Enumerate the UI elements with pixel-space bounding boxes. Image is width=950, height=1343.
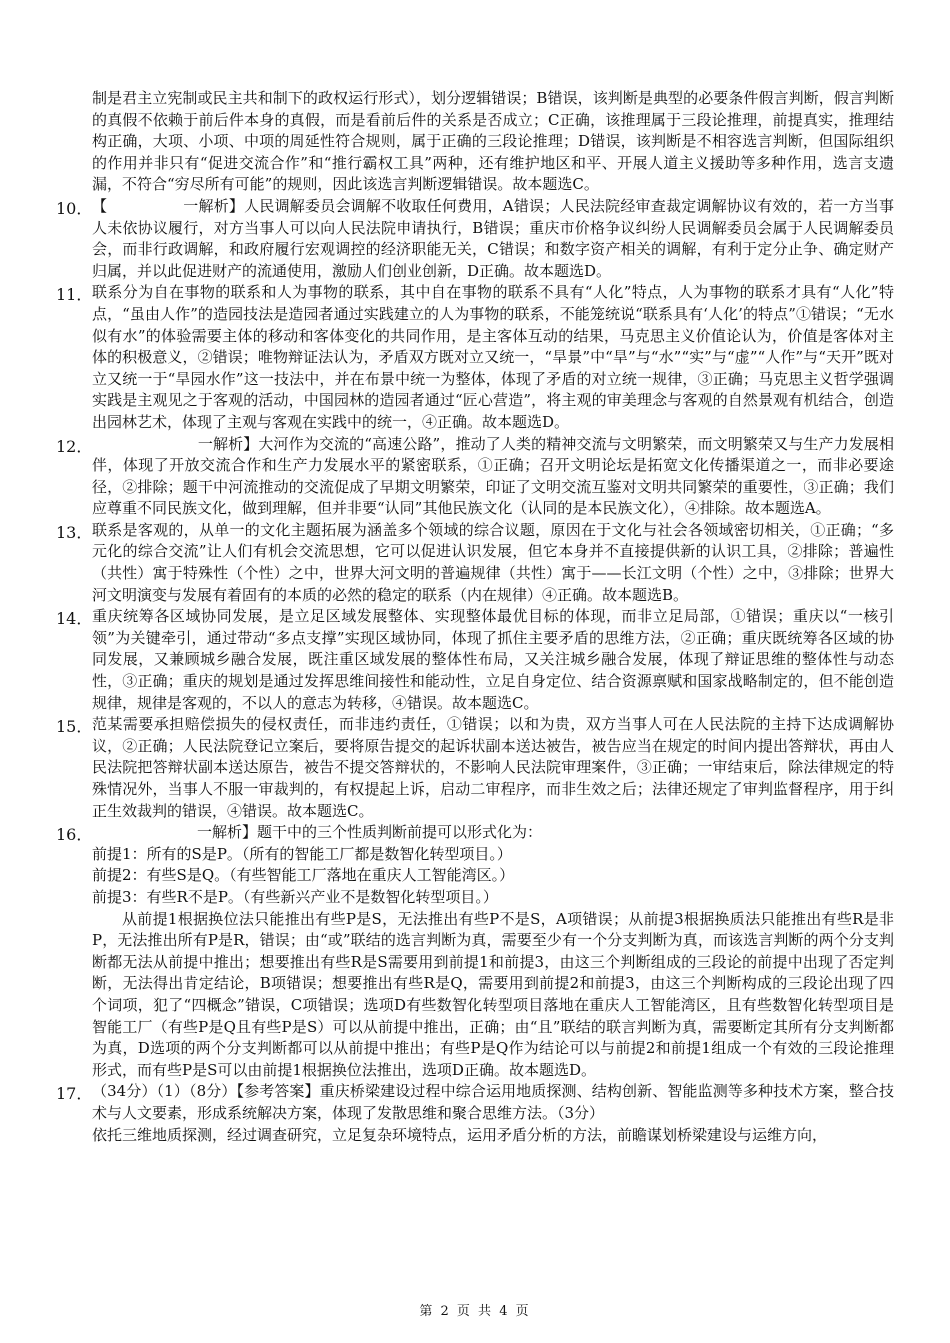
item-text-continued: 依托三维地质探测，经过调查研究，立足复杂环境特点，运用矛盾分析的方法，前瞻谋划桥梁建设与运维方向， — [92, 1125, 828, 1144]
page-footer: 第 2 页 共 4 页 — [419, 1304, 531, 1319]
item-text: 【 一解析】人民调解委员会调解不收取任何费用，A错误；人民法院经审查裁定调解协议有效的，若一方当事人未依协议履行，对方当事人可以向人民法院申请执行，B错误；重庆市价格争议纠纷人民调解委员会属于人民调解委员会，而非行政调解，和政府履行宏观调控的经济职能无关，C错误；和数字资产相关的调解，有利于定分止争、确定财产归属，并以此促进财产的流通使用，激励人们创业创新，D正确。故本题选D。 — [92, 196, 894, 280]
item-number: 11． — [56, 285, 93, 305]
item-text: （34分）（1）（8分）【参考答案】重庆桥梁建设过程中综合运用地质探测、结构创新、智能监测等多种技术方案，整合技术与人文要素，形成系统解决方案，体现了发散思维和聚合思维方法。（3分） — [92, 1082, 894, 1122]
item-intro: 一解析】题干中的三个性质判断前提可以形式化为： — [92, 823, 543, 842]
item-number: 17． — [56, 1084, 93, 1104]
answer-item-16 — [56, 822, 894, 1081]
premise-2: 前提2：有些S是Q。（有些智能工厂落地在重庆人工智能湾区。） — [92, 866, 515, 885]
answer-item-11 — [56, 282, 894, 433]
answer-item-15 — [56, 714, 894, 822]
item-text: 范某需要承担赔偿损失的侵权责任，而非违约责任，①错误；以和为贵，双方当事人可在人民法院的主持下达成调解协议，②正确；人民法院登记立案后，要将原告提交的起诉状副本送达被告，被告应当在规定的时间内提出答辩状，再由人民法院把答辩状副本送达原告，被告不提交答辩状的，不影响人民法院审理案件，③正确；一审结束后，除法律规定的特殊情况外，当事人不服一审裁判的，有权提起上诉，启动二审程序，而非生效之后；法律还规定了审判监督程序，用于纠正生效裁判的错误，④错误。故本题选C。 — [92, 715, 894, 820]
answer-item-17 — [56, 1081, 894, 1146]
item-number: 10． — [56, 198, 93, 218]
page-content — [56, 88, 894, 1146]
continuation-paragraph: 制是君主立宪制或民主共和制下的政权运行形式），划分逻辑错误；B错误，该判断是典型的必要条件假言判断，假言判断的真假不依赖于前后件本身的真假，而是看前后件的关系是否成立；C正确，该推理属于三段论推理，前提真实，推理结构正确，大项、小项、中项的周延性符合规则，属于正确的三段论推理；D错误，该判断是不相容选言判断，但国际组织的作用并非只有“促进交流合作”和“推行霸权工具”两种，还有维护地区和平、开展人道主义援助等多种作用，选言支遗漏，不符合“穷尽所有可能”的规则，因此该选言判断逻辑错误。故本题选C。 — [92, 89, 894, 194]
answer-item-14 — [56, 606, 894, 714]
item-text: 一解析】大河作为交流的“高速公路”，推动了人类的精神交流与文明繁荣，而文明繁荣又与生产力发展相伴，体现了开放交流合作和生产力发展水平的紧密联系，①正确；召开文明论坛是拓宽文化传播渠道之一，而非必要途径，②排除；题干中河流推动的交流促成了早期文明繁荣，印证了文明交流互鉴对文明共同繁荣的重要性，③正确；我们应尊重不同民族文化，做到理解，但并非要“认同”其他民族文化（认同的是本民族文化），④排除。故本题选A。 — [92, 434, 894, 518]
item-text: 联系是客观的，从单一的文化主题拓展为涵盖多个领域的综合议题，原因在于文化与社会各领域密切相关，①正确；“多元化的综合交流”让人们有机会交流思想，它可以促进认识发展，但它本身并不直接提供新的认识工具，②排除；普遍性（共性）寓于特殊性（个性）之中，世界大河文明的普遍规律（共性）寓于——长江文明（个性）之中，③排除；世界大河文明演变与发展有着固有的本质的必然的稳定的联系（内在规律）④正确。故本题选B。 — [92, 520, 894, 604]
item-text: 重庆统筹各区域协同发展，是立足区域发展整体、实现整体最优目标的体现，而非立足局部，①错误；重庆以“一核引领”为关键牵引，通过带动“多点支撑”实现区域协同，体现了抓住主要矛盾的思维方法，②正确；重庆既统筹各区域的协同发展，又兼顾城乡融合发展，既注重区域发展的整体性布局，又关注城乡融合发展，体现了辩证思维的整体性与动态性，③正确；重庆的规划是通过发挥思维间接性和能动性，立足自身定位、结合资源禀赋和国家战略制定的，但不能创造规律，规律是客观的，不以人的意志为转移，④错误。故本题选C。 — [92, 607, 894, 712]
item-analysis: 从前提1根据换位法只能推出有些P是S，无法推出有些P不是S，A项错误；从前提3根据换质法只能推出有些R是非P，无法推出所有P是R，错误；由“或”联结的选言判断为真，需要至少有一个分支判断为真，而该选言判断的两个分支判断都无法从前提中推出；想要推出有些R是S需要用到前提1和前提3，由这三个判断组成的三段论的前提中出现了否定判断，无法得出肯定结论，B项错误；想要推出有些R是Q，需要用到前提2和前提3，由这三个判断构成的三段论出现了四个词项，犯了“四概念”错误，C项错误；选项D有些数智化转型项目落地在重庆人工智能湾区，且有些数智化转型项目是智能工厂（有些P是Q且有些P是S）可以从前提中推出，正确；由“且”联结的联言判断为真，需要断定其所有分支判断都为真，D选项的两个分支判断都可以从前提中推出；有些P是Q作为结论可以与前提2和前提1组成一个有效的三段论推理形式，而有些P是S可以由前提1根据换位法推出，选项D正确。故本题选D。 — [92, 909, 894, 1079]
item-number: 13． — [56, 522, 93, 542]
answer-item-10 — [56, 196, 894, 282]
answer-item-13 — [56, 520, 894, 606]
item-number: 12． — [56, 436, 93, 456]
premise-1: 前提1：所有的S是P。（所有的智能工厂都是数智化转型项目。） — [92, 844, 512, 863]
item-text: 联系分为自在事物的联系和人为事物的联系，其中自在事物的联系不具有“人化”特点，人为事物的联系才具有“人化”特点，“虽由人作”的造园技法是造园者通过实践建立的人为事物的联系，不能笼统说“联系具有‘人化’的特点”①错误；“无水似有水”的体验需要主体的移动和客体变化的共同作用，是主客体互动的结果，马克思主义价值论认为，价值是客体对主体的积极意义，②错误；唯物辩证法认为，矛盾双方既对立又统一，“旱景”中“旱”与“水”“实”与“虚”“人作”与“天开”既对立又统一于“旱园水作”这一技法中，并在布景中统一为整体，体现了矛盾的对立统一规律，③正确；马克思主义哲学强调实践是主观见之于客观的活动，中国园林的造园者通过“匠心营造”，将主观的审美理念与客观的自然景观有机结合，创造出园林艺术，体现了主观与客观在实践中的统一，④正确。故本题选D。 — [92, 283, 894, 431]
premise-3: 前提3：有些R不是P。（有些新兴产业不是数智化转型项目。） — [92, 887, 498, 906]
item-number: 15． — [56, 717, 93, 737]
item-number: 16． — [56, 825, 93, 845]
answer-item-12 — [56, 434, 894, 520]
item-number: 14． — [56, 609, 93, 629]
